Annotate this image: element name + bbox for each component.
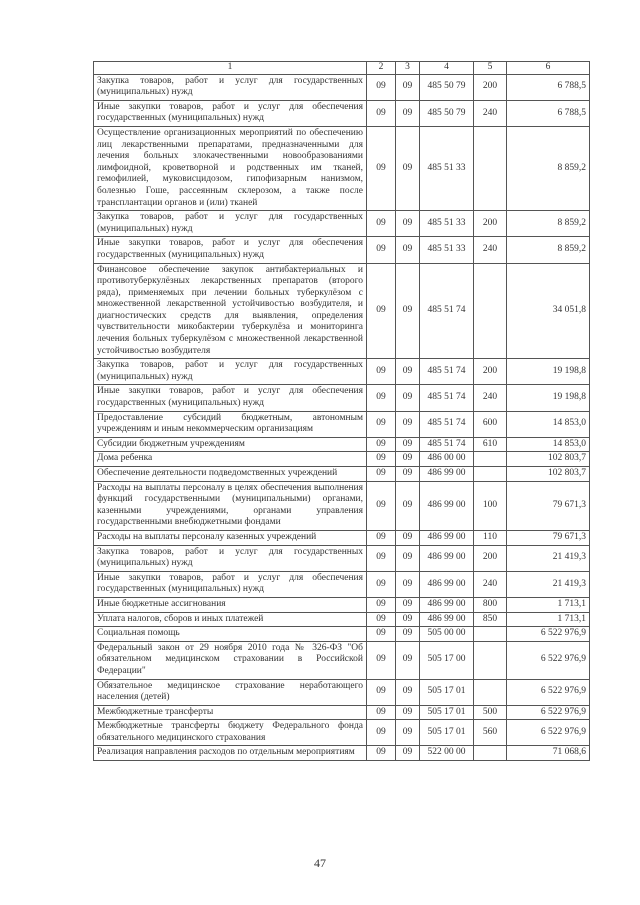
table-row: [94, 385, 590, 411]
row-section: 09: [367, 437, 396, 452]
row-amount: 6 522 976,9: [507, 627, 590, 642]
row-subsection: 09: [396, 627, 420, 642]
row-subsection: 09: [396, 100, 420, 126]
row-target-article: 485 51 33: [420, 211, 474, 237]
row-section: 09: [367, 641, 396, 679]
row-target-article: 486 99 00: [420, 467, 474, 482]
row-amount: 71 068,6: [507, 746, 590, 761]
table-row: [94, 211, 590, 237]
row-subsection: 09: [396, 126, 420, 210]
table-row: [94, 612, 590, 627]
row-amount: 6 522 976,9: [507, 641, 590, 679]
row-name: Расходы на выплаты персоналу в целях обеспечения выполнения функций государственными (муниципальными) органами, казенными учреждениями, органами управления государственными внебюджетными фондами: [94, 481, 367, 530]
row-name: Осуществление организационных мероприятий по обеспечению лиц лекарственными препаратами, предназначенными для лечения больных злокачественными новообразованиями лимфоидной, кроветворной и родственных им тканей, гемофилией, муковисцидозом, гипофизарным нанизмом, болезнью Гоше, рассеянным склерозом, а также после трансплантации органов и (или) тканей: [94, 126, 367, 210]
row-target-article: 505 00 00: [420, 627, 474, 642]
row-target-article: 522 00 00: [420, 746, 474, 761]
table-row: [94, 467, 590, 482]
row-expense-type: [474, 746, 507, 761]
row-name: Субсидии бюджетным учреждениям: [94, 437, 367, 452]
table-row: [94, 746, 590, 761]
row-expense-type: 200: [474, 359, 507, 385]
row-subsection: 09: [396, 237, 420, 263]
row-amount: 21 419,3: [507, 545, 590, 571]
row-name: Дома ребенка: [94, 452, 367, 467]
row-amount: 19 198,8: [507, 385, 590, 411]
table-row: [94, 720, 590, 746]
row-subsection: 09: [396, 452, 420, 467]
row-name: Социальная помощь: [94, 627, 367, 642]
row-name: Предоставление субсидий бюджетным, автономным учреждениям и иным некоммерческим организациям: [94, 411, 367, 437]
row-amount: 102 803,7: [507, 452, 590, 467]
row-amount: 79 671,3: [507, 481, 590, 530]
table-row: [94, 74, 590, 100]
row-target-article: 485 50 79: [420, 74, 474, 100]
row-section: 09: [367, 263, 396, 359]
row-expense-type: 240: [474, 100, 507, 126]
row-section: 09: [367, 359, 396, 385]
row-amount: 14 853,0: [507, 437, 590, 452]
row-section: 09: [367, 211, 396, 237]
row-section: 09: [367, 411, 396, 437]
row-amount: 8 859,2: [507, 211, 590, 237]
header-col-4: 4: [420, 62, 474, 75]
row-section: 09: [367, 571, 396, 597]
table-row: [94, 641, 590, 679]
row-expense-type: 800: [474, 597, 507, 612]
row-name: Федеральный закон от 29 ноября 2010 года № 326-ФЗ "Об обязательном медицинском страховании в Российской Федерации": [94, 641, 367, 679]
row-amount: 8 859,2: [507, 126, 590, 210]
row-name: Межбюджетные трансферты: [94, 705, 367, 720]
table-row: [94, 705, 590, 720]
row-expense-type: 500: [474, 705, 507, 720]
row-amount: 6 522 976,9: [507, 679, 590, 705]
row-subsection: 09: [396, 74, 420, 100]
row-target-article: 485 51 74: [420, 359, 474, 385]
row-name: Уплата налогов, сборов и иных платежей: [94, 612, 367, 627]
table-row: [94, 530, 590, 545]
row-section: 09: [367, 679, 396, 705]
row-subsection: 09: [396, 571, 420, 597]
row-target-article: 485 51 74: [420, 385, 474, 411]
row-section: 09: [367, 705, 396, 720]
row-target-article: 486 99 00: [420, 571, 474, 597]
table-row: [94, 411, 590, 437]
row-subsection: 09: [396, 411, 420, 437]
row-expense-type: 610: [474, 437, 507, 452]
row-expense-type: 850: [474, 612, 507, 627]
table-body: [94, 74, 590, 760]
row-subsection: 09: [396, 530, 420, 545]
row-expense-type: 240: [474, 385, 507, 411]
table-row: [94, 481, 590, 530]
row-section: 09: [367, 467, 396, 482]
row-expense-type: 240: [474, 237, 507, 263]
row-target-article: 505 17 01: [420, 679, 474, 705]
row-expense-type: 200: [474, 74, 507, 100]
row-section: 09: [367, 385, 396, 411]
table-row: [94, 545, 590, 571]
row-name: Иные бюджетные ассигнования: [94, 597, 367, 612]
row-expense-type: [474, 126, 507, 210]
row-expense-type: [474, 641, 507, 679]
table-header-row: [94, 62, 590, 75]
table-row: [94, 126, 590, 210]
budget-table-container: [93, 61, 589, 761]
row-subsection: 09: [396, 746, 420, 761]
row-expense-type: 100: [474, 481, 507, 530]
row-subsection: 09: [396, 612, 420, 627]
table-row: [94, 100, 590, 126]
row-name: Обязательное медицинское страхование неработающего населения (детей): [94, 679, 367, 705]
header-col-5: 5: [474, 62, 507, 75]
row-target-article: 486 99 00: [420, 545, 474, 571]
row-section: 09: [367, 481, 396, 530]
row-section: 09: [367, 74, 396, 100]
table-row: [94, 679, 590, 705]
budget-table: [93, 61, 590, 761]
row-amount: 1 713,1: [507, 612, 590, 627]
row-name: Иные закупки товаров, работ и услуг для обеспечения государственных (муниципальных) нужд: [94, 100, 367, 126]
row-section: 09: [367, 597, 396, 612]
row-amount: 6 522 976,9: [507, 705, 590, 720]
row-target-article: 505 17 01: [420, 720, 474, 746]
row-expense-type: [474, 627, 507, 642]
table-row: [94, 237, 590, 263]
row-name: Иные закупки товаров, работ и услуг для обеспечения государственных (муниципальных) нужд: [94, 385, 367, 411]
row-target-article: 486 99 00: [420, 612, 474, 627]
row-expense-type: 560: [474, 720, 507, 746]
row-subsection: 09: [396, 481, 420, 530]
row-expense-type: 200: [474, 211, 507, 237]
header-col-3: 3: [396, 62, 420, 75]
row-target-article: 485 51 74: [420, 263, 474, 359]
row-target-article: 486 00 00: [420, 452, 474, 467]
row-section: 09: [367, 100, 396, 126]
row-expense-type: 200: [474, 545, 507, 571]
row-subsection: 09: [396, 679, 420, 705]
row-target-article: 485 51 33: [420, 237, 474, 263]
row-name: Закупка товаров, работ и услуг для государственных (муниципальных) нужд: [94, 74, 367, 100]
row-amount: 1 713,1: [507, 597, 590, 612]
row-amount: 6 522 976,9: [507, 720, 590, 746]
row-amount: 8 859,2: [507, 237, 590, 263]
row-name: Закупка товаров, работ и услуг для государственных (муниципальных) нужд: [94, 545, 367, 571]
row-subsection: 09: [396, 467, 420, 482]
row-expense-type: [474, 452, 507, 467]
row-amount: 6 788,5: [507, 74, 590, 100]
row-name: Иные закупки товаров, работ и услуг для обеспечения государственных (муниципальных) нужд: [94, 571, 367, 597]
row-target-article: 486 99 00: [420, 530, 474, 545]
row-section: 09: [367, 612, 396, 627]
row-section: 09: [367, 530, 396, 545]
row-expense-type: [474, 679, 507, 705]
row-subsection: 09: [396, 720, 420, 746]
header-col-6: 6: [507, 62, 590, 75]
row-subsection: 09: [396, 597, 420, 612]
row-subsection: 09: [396, 641, 420, 679]
row-subsection: 09: [396, 545, 420, 571]
table-row: [94, 359, 590, 385]
row-section: 09: [367, 746, 396, 761]
row-amount: 21 419,3: [507, 571, 590, 597]
row-subsection: 09: [396, 437, 420, 452]
table-row: [94, 263, 590, 359]
row-name: Расходы на выплаты персоналу казенных учреждений: [94, 530, 367, 545]
row-target-article: 485 51 74: [420, 411, 474, 437]
row-name: Иные закупки товаров, работ и услуг для обеспечения государственных (муниципальных) нужд: [94, 237, 367, 263]
row-name: Финансовое обеспечение закупок антибактериальных и противотуберкулёзных лекарственных препаратов (второго ряда), применяемых при лечении больных туберкулёзом с множественной лекарственной устойчивостью возбудителя, и диагностических средств для выявления, определения чувствительности микобактерии туберкулёза и мониторинга лечения больных туберкулёзом с множественной лекарственной устойчивостью возбудителя: [94, 263, 367, 359]
row-amount: 79 671,3: [507, 530, 590, 545]
row-amount: 6 788,5: [507, 100, 590, 126]
row-amount: 34 051,8: [507, 263, 590, 359]
row-name: Закупка товаров, работ и услуг для государственных (муниципальных) нужд: [94, 359, 367, 385]
table-row: [94, 597, 590, 612]
header-col-2: 2: [367, 62, 396, 75]
row-section: 09: [367, 720, 396, 746]
row-name: Межбюджетные трансферты бюджету Федерального фонда обязательного медицинского страхования: [94, 720, 367, 746]
row-name: Закупка товаров, работ и услуг для государственных (муниципальных) нужд: [94, 211, 367, 237]
row-section: 09: [367, 545, 396, 571]
row-subsection: 09: [396, 211, 420, 237]
row-expense-type: [474, 263, 507, 359]
row-target-article: 505 17 01: [420, 705, 474, 720]
row-expense-type: 110: [474, 530, 507, 545]
row-target-article: 505 17 00: [420, 641, 474, 679]
page-number: 47: [314, 856, 326, 870]
row-amount: 102 803,7: [507, 467, 590, 482]
row-subsection: 09: [396, 263, 420, 359]
row-amount: 19 198,8: [507, 359, 590, 385]
table-row: [94, 437, 590, 452]
row-section: 09: [367, 452, 396, 467]
row-subsection: 09: [396, 385, 420, 411]
header-col-1: 1: [94, 62, 367, 75]
row-target-article: 485 50 79: [420, 100, 474, 126]
row-target-article: 486 99 00: [420, 597, 474, 612]
row-amount: 14 853,0: [507, 411, 590, 437]
row-section: 09: [367, 627, 396, 642]
row-subsection: 09: [396, 705, 420, 720]
row-section: 09: [367, 126, 396, 210]
row-section: 09: [367, 237, 396, 263]
table-row: [94, 452, 590, 467]
row-expense-type: 240: [474, 571, 507, 597]
table-row: [94, 571, 590, 597]
row-target-article: 486 99 00: [420, 481, 474, 530]
row-name: Обеспечение деятельности подведомственных учреждений: [94, 467, 367, 482]
row-subsection: 09: [396, 359, 420, 385]
row-target-article: 485 51 33: [420, 126, 474, 210]
table-row: [94, 627, 590, 642]
row-target-article: 485 51 74: [420, 437, 474, 452]
row-name: Реализация направления расходов по отдельным мероприятиям: [94, 746, 367, 761]
row-expense-type: 600: [474, 411, 507, 437]
row-expense-type: [474, 467, 507, 482]
